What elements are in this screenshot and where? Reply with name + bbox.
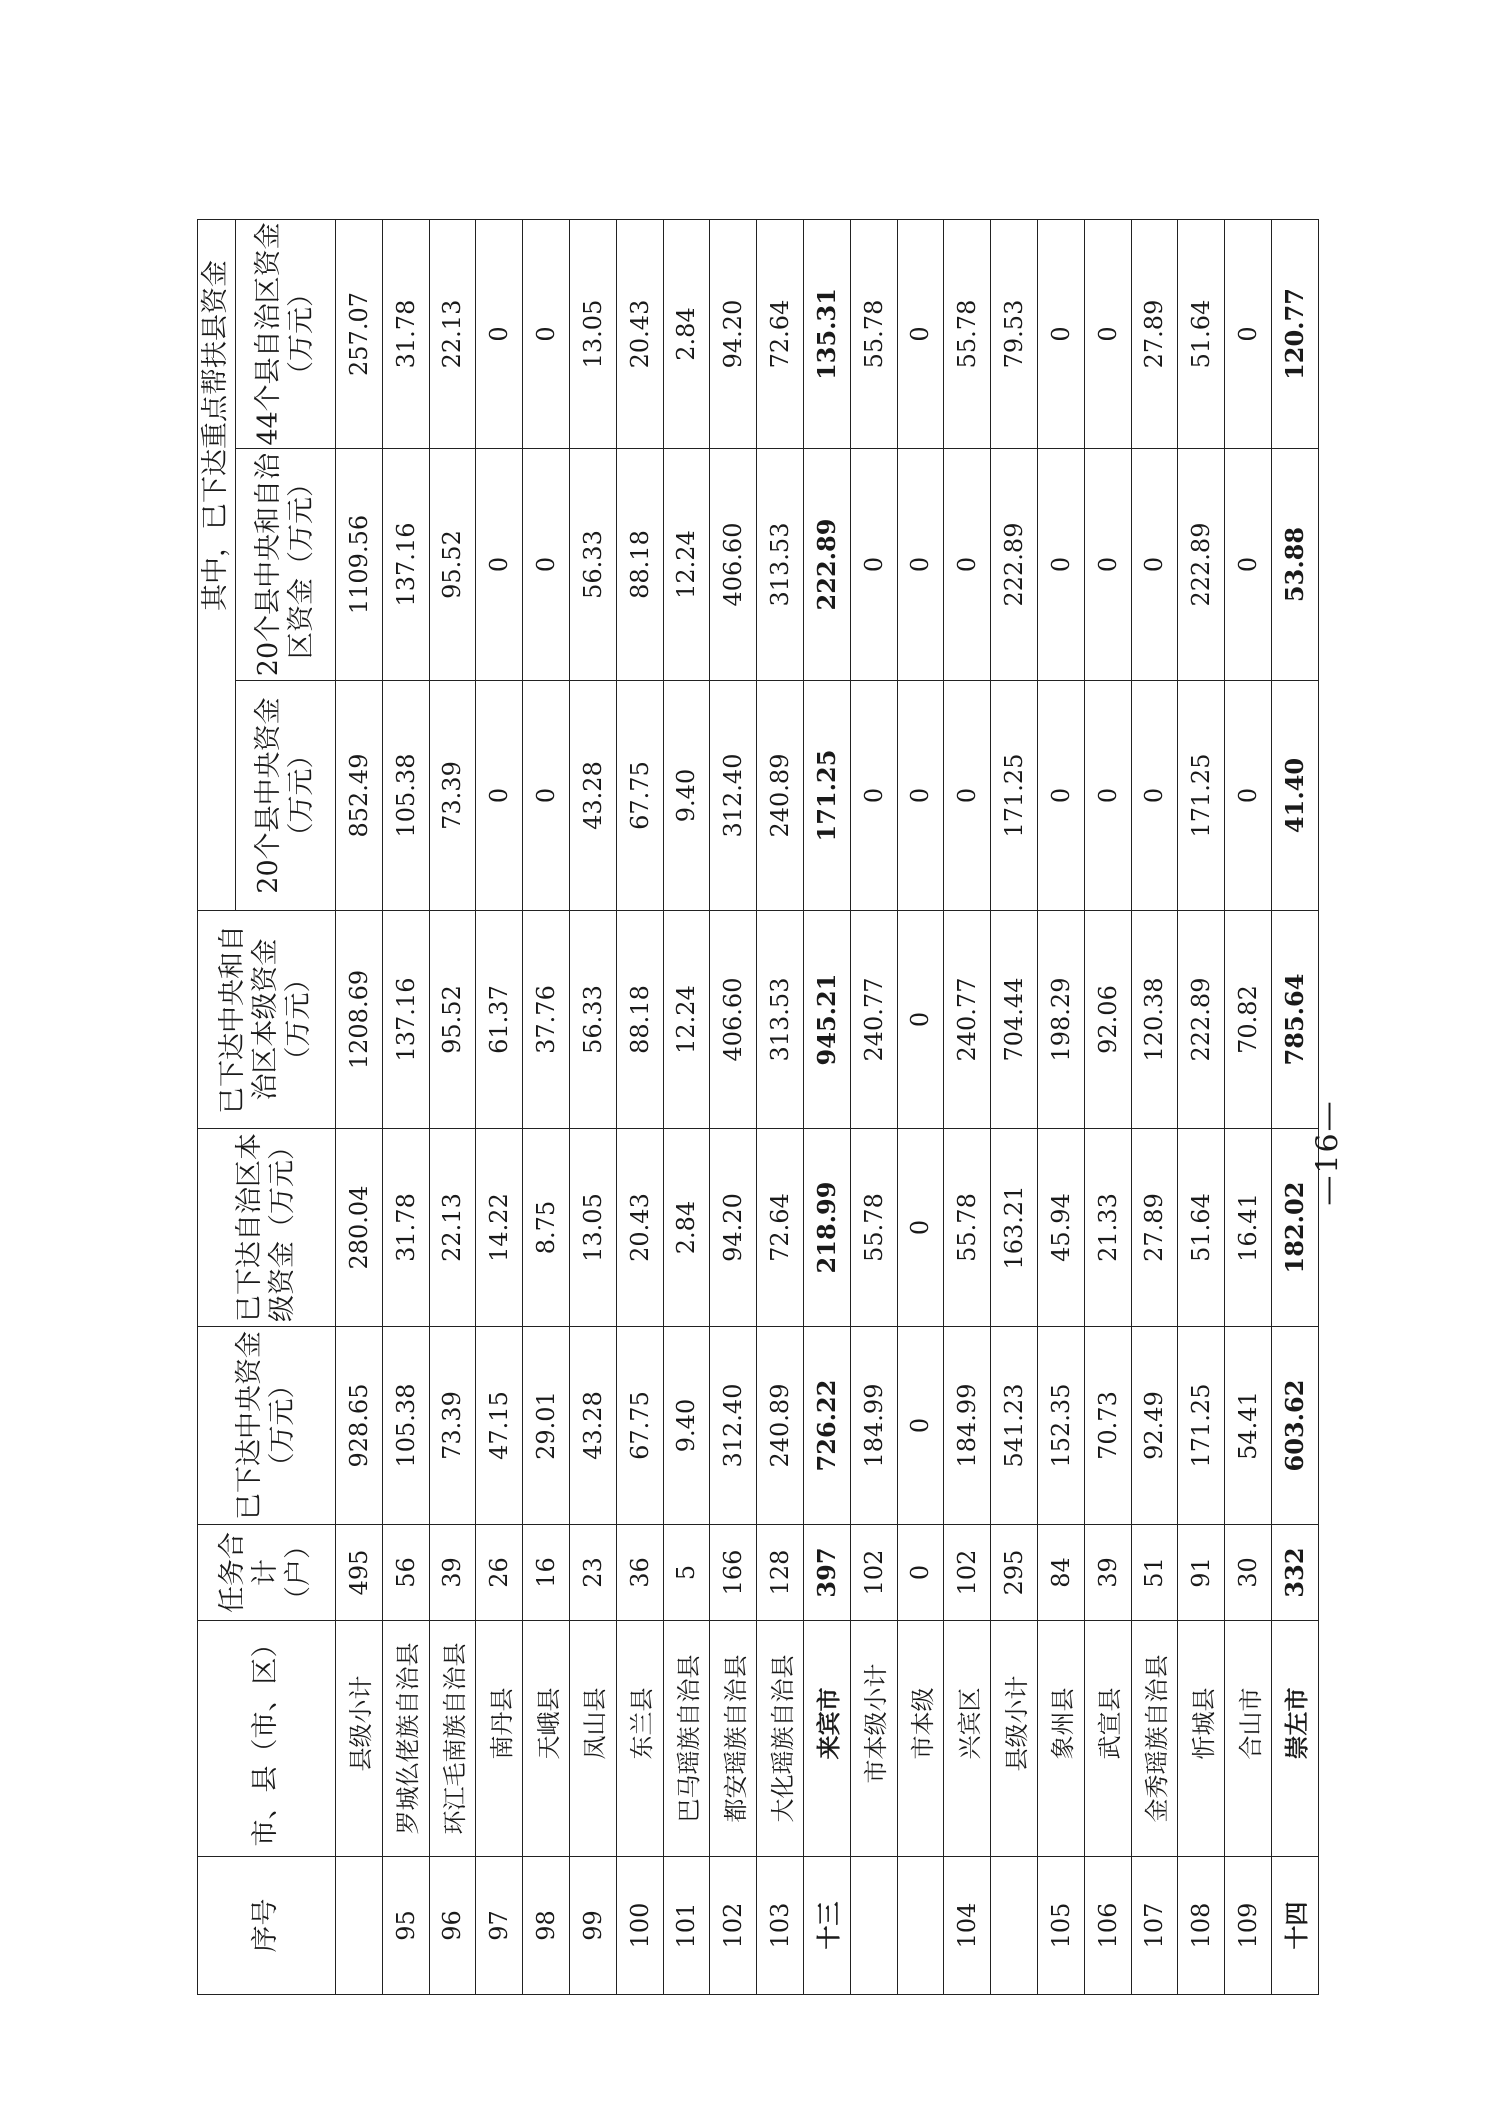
cell-20-combined: 313.53 [757,449,804,681]
cell-region: 市本级小计 [850,1621,897,1857]
cell-tasks: 128 [757,1525,804,1621]
table-row [897,219,944,1994]
header-20-county-combined: 20个县中央和自治区资金（万元） [236,449,336,681]
table-row [1225,219,1272,1994]
cell-central: 73.39 [429,1327,476,1525]
cell-total: 37.76 [523,911,570,1129]
cell-central: 105.38 [382,1327,429,1525]
cell-tasks: 16 [523,1525,570,1621]
cell-20-central: 73.39 [429,681,476,911]
cell-20-combined: 88.18 [616,449,663,681]
cell-20-combined: 53.88 [1271,449,1318,681]
cell-central: 312.40 [710,1327,757,1525]
cell-region: 南丹县 [476,1621,523,1857]
cell-central: 29.01 [523,1327,570,1525]
cell-region: 县级小计 [991,1621,1038,1857]
cell-seq: 106 [1084,1857,1131,1995]
cell-regional: 8.75 [523,1129,570,1327]
cell-total: 406.60 [710,911,757,1129]
cell-44-regional: 0 [1084,219,1131,448]
cell-regional: 218.99 [803,1129,850,1327]
cell-44-regional: 0 [897,219,944,448]
cell-44-regional: 0 [1225,219,1272,448]
cell-total: 61.37 [476,911,523,1129]
cell-total: 1208.69 [336,911,383,1129]
cell-20-central: 171.25 [1178,681,1225,911]
cell-20-combined: 0 [1084,449,1131,681]
cell-20-central: 171.25 [803,681,850,911]
cell-tasks: 102 [944,1525,991,1621]
cell-central: 70.73 [1084,1327,1131,1525]
cell-total: 92.06 [1084,911,1131,1129]
cell-20-central: 0 [850,681,897,911]
cell-seq [850,1857,897,1995]
cell-44-regional: 27.89 [1131,219,1178,448]
cell-44-regional: 0 [476,219,523,448]
cell-20-combined: 222.89 [1178,449,1225,681]
table-body [336,219,1319,1994]
cell-tasks: 30 [1225,1525,1272,1621]
cell-regional: 31.78 [382,1129,429,1327]
cell-tasks: 166 [710,1525,757,1621]
cell-tasks: 102 [850,1525,897,1621]
cell-20-central: 0 [1131,681,1178,911]
cell-44-regional: 135.31 [803,219,850,448]
cell-central: 541.23 [991,1327,1038,1525]
cell-seq [897,1857,944,1995]
cell-tasks: 0 [897,1525,944,1621]
cell-tasks: 39 [429,1525,476,1621]
cell-regional: 182.02 [1271,1129,1318,1327]
cell-20-combined: 0 [476,449,523,681]
cell-central: 54.41 [1225,1327,1272,1525]
cell-region: 巴马瑶族自治县 [663,1621,710,1857]
cell-central: 184.99 [944,1327,991,1525]
cell-20-central: 240.89 [757,681,804,911]
cell-total: 137.16 [382,911,429,1129]
cell-region: 凤山县 [569,1621,616,1857]
cell-seq: 100 [616,1857,663,1995]
cell-44-regional: 55.78 [850,219,897,448]
cell-total: 88.18 [616,911,663,1129]
cell-20-central: 0 [1084,681,1131,911]
cell-central: 184.99 [850,1327,897,1525]
cell-central: 152.35 [1037,1327,1084,1525]
cell-20-combined: 0 [523,449,570,681]
cell-tasks: 332 [1271,1525,1318,1621]
cell-total: 56.33 [569,911,616,1129]
cell-region: 县级小计 [336,1621,383,1857]
cell-region: 罗城仫佬族自治县 [382,1621,429,1857]
cell-regional: 14.22 [476,1129,523,1327]
cell-region: 象州县 [1037,1621,1084,1857]
cell-seq: 102 [710,1857,757,1995]
cell-seq: 107 [1131,1857,1178,1995]
cell-total: 240.77 [850,911,897,1129]
cell-44-regional: 0 [1037,219,1084,448]
cell-seq: 95 [382,1857,429,1995]
cell-seq: 十四 [1271,1857,1318,1995]
cell-44-regional: 257.07 [336,219,383,448]
table-row [382,219,429,1994]
cell-region: 崇左市 [1271,1621,1318,1857]
cell-20-central: 852.49 [336,681,383,911]
cell-20-central: 0 [897,681,944,911]
table-row [944,219,991,1994]
cell-tasks: 5 [663,1525,710,1621]
cell-44-regional: 55.78 [944,219,991,448]
cell-total: 222.89 [1178,911,1225,1129]
funding-table [197,219,1319,1995]
cell-20-combined: 406.60 [710,449,757,681]
table-row [757,219,804,1994]
cell-44-regional: 72.64 [757,219,804,448]
cell-20-combined: 56.33 [569,449,616,681]
cell-region: 大化瑶族自治县 [757,1621,804,1857]
rotated-table-wrapper [197,220,1319,1995]
cell-20-combined: 0 [897,449,944,681]
cell-20-combined: 1109.56 [336,449,383,681]
cell-20-central: 0 [944,681,991,911]
cell-seq: 103 [757,1857,804,1995]
cell-region: 合山市 [1225,1621,1272,1857]
cell-regional: 280.04 [336,1129,383,1327]
table-row [476,219,523,1994]
cell-44-regional: 79.53 [991,219,1038,448]
cell-tasks: 51 [1131,1525,1178,1621]
header-total-funds: 已下达中央和自治区本级资金（万元） [198,911,336,1129]
header-44-county-regional: 44个县自治区资金（万元） [236,219,336,448]
table-row [991,219,1038,1994]
cell-tasks: 84 [1037,1525,1084,1621]
cell-tasks: 26 [476,1525,523,1621]
cell-seq: 108 [1178,1857,1225,1995]
cell-20-central: 0 [476,681,523,911]
cell-44-regional: 120.77 [1271,219,1318,448]
cell-tasks: 397 [803,1525,850,1621]
cell-44-regional: 31.78 [382,219,429,448]
cell-seq: 101 [663,1857,710,1995]
cell-total: 704.44 [991,911,1038,1129]
cell-total: 240.77 [944,911,991,1129]
cell-central: 0 [897,1327,944,1525]
header-seq: 序号 [198,1857,336,1995]
cell-tasks: 36 [616,1525,663,1621]
cell-tasks: 23 [569,1525,616,1621]
cell-total: 198.29 [1037,911,1084,1129]
table-row [803,219,850,1994]
table-row [1037,219,1084,1994]
cell-total: 0 [897,911,944,1129]
cell-seq [991,1857,1038,1995]
page-number [1308,1080,1348,1230]
cell-seq: 109 [1225,1857,1272,1995]
cell-region: 环江毛南族自治县 [429,1621,476,1857]
cell-20-combined: 0 [850,449,897,681]
cell-total: 12.24 [663,911,710,1129]
cell-total: 313.53 [757,911,804,1129]
cell-20-combined: 12.24 [663,449,710,681]
table-row [429,219,476,1994]
cell-regional: 16.41 [1225,1129,1272,1327]
table-row [1178,219,1225,1994]
cell-20-combined: 222.89 [991,449,1038,681]
cell-44-regional: 94.20 [710,219,757,448]
cell-regional: 163.21 [991,1129,1038,1327]
cell-region: 兴宾区 [944,1621,991,1857]
cell-20-combined: 137.16 [382,449,429,681]
cell-tasks: 56 [382,1525,429,1621]
cell-20-central: 0 [1225,681,1272,911]
cell-44-regional: 22.13 [429,219,476,448]
header-region: 市、县（市、区） [198,1621,336,1857]
cell-20-combined: 222.89 [803,449,850,681]
cell-total: 95.52 [429,911,476,1129]
header-regional-funds: 已下达自治区本级资金（万元） [198,1129,336,1327]
cell-central: 726.22 [803,1327,850,1525]
cell-central: 43.28 [569,1327,616,1525]
cell-region: 市本级 [897,1621,944,1857]
table-row [336,219,383,1994]
cell-20-combined: 0 [1131,449,1178,681]
cell-44-regional: 51.64 [1178,219,1225,448]
cell-central: 47.15 [476,1327,523,1525]
cell-region: 都安瑶族自治县 [710,1621,757,1857]
cell-20-combined: 0 [1225,449,1272,681]
cell-20-central: 0 [523,681,570,911]
cell-44-regional: 2.84 [663,219,710,448]
cell-seq [336,1857,383,1995]
cell-regional: 20.43 [616,1129,663,1327]
table-row [850,219,897,1994]
cell-20-combined: 0 [1037,449,1084,681]
cell-20-central: 41.40 [1271,681,1318,911]
cell-region: 武宣县 [1084,1621,1131,1857]
cell-seq: 99 [569,1857,616,1995]
header-key-county-group: 其中，已下达重点帮扶县资金 [198,219,236,910]
cell-20-combined: 0 [944,449,991,681]
table-row [663,219,710,1994]
header-central-funds: 已下达中央资金（万元） [198,1327,336,1525]
cell-44-regional: 13.05 [569,219,616,448]
cell-total: 945.21 [803,911,850,1129]
table-row [569,219,616,1994]
cell-regional: 2.84 [663,1129,710,1327]
cell-tasks: 295 [991,1525,1038,1621]
cell-20-central: 9.40 [663,681,710,911]
cell-20-central: 0 [1037,681,1084,911]
table-row [1084,219,1131,1994]
cell-regional: 45.94 [1037,1129,1084,1327]
cell-central: 240.89 [757,1327,804,1525]
cell-tasks: 39 [1084,1525,1131,1621]
cell-regional: 21.33 [1084,1129,1131,1327]
cell-region: 东兰县 [616,1621,663,1857]
cell-20-central: 105.38 [382,681,429,911]
cell-regional: 13.05 [569,1129,616,1327]
cell-region: 金秀瑶族自治县 [1131,1621,1178,1857]
cell-seq: 104 [944,1857,991,1995]
cell-20-central: 67.75 [616,681,663,911]
cell-20-central: 171.25 [991,681,1038,911]
cell-regional: 22.13 [429,1129,476,1327]
cell-20-central: 43.28 [569,681,616,911]
cell-regional: 94.20 [710,1129,757,1327]
cell-total: 785.64 [1271,911,1318,1129]
cell-regional: 51.64 [1178,1129,1225,1327]
cell-total: 120.38 [1131,911,1178,1129]
cell-seq: 96 [429,1857,476,1995]
cell-region: 忻城县 [1178,1621,1225,1857]
header-tasks: 任务合计（户） [198,1525,336,1621]
cell-tasks: 495 [336,1525,383,1621]
cell-total: 70.82 [1225,911,1272,1129]
cell-seq: 98 [523,1857,570,1995]
cell-central: 928.65 [336,1327,383,1525]
cell-20-combined: 95.52 [429,449,476,681]
cell-central: 9.40 [663,1327,710,1525]
header-20-county-central: 20个县中央资金（万元） [236,681,336,911]
page-number-text: —16— [1310,1099,1346,1206]
cell-central: 92.49 [1131,1327,1178,1525]
cell-regional: 55.78 [850,1129,897,1327]
table-row [616,219,663,1994]
cell-regional: 55.78 [944,1129,991,1327]
cell-central: 171.25 [1178,1327,1225,1525]
cell-seq: 105 [1037,1857,1084,1995]
cell-tasks: 91 [1178,1525,1225,1621]
cell-44-regional: 20.43 [616,219,663,448]
cell-regional: 72.64 [757,1129,804,1327]
cell-20-central: 312.40 [710,681,757,911]
cell-central: 67.75 [616,1327,663,1525]
cell-seq: 97 [476,1857,523,1995]
cell-seq: 十三 [803,1857,850,1995]
table-row [710,219,757,1994]
cell-region: 来宾市 [803,1621,850,1857]
cell-44-regional: 0 [523,219,570,448]
cell-regional: 27.89 [1131,1129,1178,1327]
cell-regional: 0 [897,1129,944,1327]
cell-region: 天峨县 [523,1621,570,1857]
table-row [523,219,570,1994]
cell-central: 603.62 [1271,1327,1318,1525]
table-row [1131,219,1178,1994]
